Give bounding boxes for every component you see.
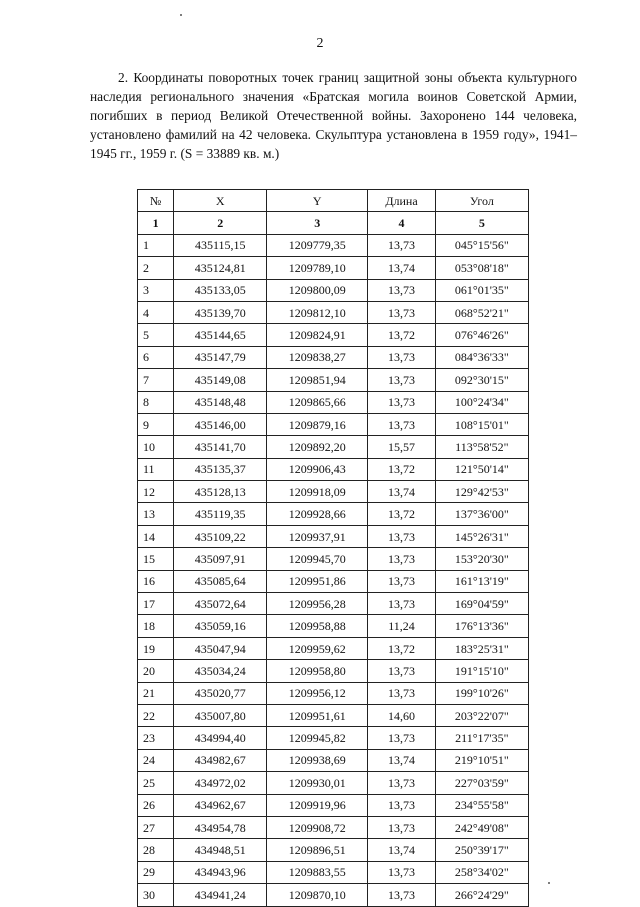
length-cell: 13,73 <box>368 525 435 547</box>
table-row <box>138 570 529 592</box>
x-cell: 434948,51 <box>174 839 267 861</box>
y-cell: 1209951,61 <box>267 704 368 726</box>
length-cell: 13,74 <box>368 749 435 771</box>
table-row <box>138 861 529 883</box>
length-cell: 13,73 <box>368 772 435 794</box>
x-cell: 435020,77 <box>174 682 267 704</box>
scan-speck <box>180 14 182 16</box>
angle-cell: 113°58'52" <box>435 436 528 458</box>
length-cell: 13,73 <box>368 391 435 413</box>
table-row <box>138 436 529 458</box>
y-cell: 1209958,88 <box>267 615 368 637</box>
y-cell: 1209951,86 <box>267 570 368 592</box>
angle-cell: 061°01'35" <box>435 279 528 301</box>
angle-cell: 053°08'18" <box>435 257 528 279</box>
table-row <box>138 637 529 659</box>
point-number-cell: 18 <box>138 615 174 637</box>
angle-cell: 068°52'21" <box>435 301 528 323</box>
y-cell: 1209879,16 <box>267 413 368 435</box>
angle-cell: 203°22'07" <box>435 704 528 726</box>
point-number-cell: 3 <box>138 279 174 301</box>
x-cell: 435139,70 <box>174 301 267 323</box>
point-number-cell: 10 <box>138 436 174 458</box>
point-number-cell: 26 <box>138 794 174 816</box>
length-cell: 13,74 <box>368 257 435 279</box>
length-cell: 15,57 <box>368 436 435 458</box>
angle-cell: 219°10'51" <box>435 749 528 771</box>
table-row <box>138 749 529 771</box>
table-row <box>138 525 529 547</box>
scan-speck <box>548 882 550 884</box>
point-number-cell: 13 <box>138 503 174 525</box>
y-cell: 1209892,20 <box>267 436 368 458</box>
header-number: № <box>138 190 174 212</box>
x-cell: 435149,08 <box>174 369 267 391</box>
angle-cell: 121°50'14" <box>435 458 528 480</box>
angle-cell: 250°39'17" <box>435 839 528 861</box>
header-angle: Угол <box>435 190 528 212</box>
angle-cell: 161°13'19" <box>435 570 528 592</box>
y-cell: 1209851,94 <box>267 369 368 391</box>
y-cell: 1209956,28 <box>267 593 368 615</box>
x-cell: 435097,91 <box>174 548 267 570</box>
point-number-cell: 15 <box>138 548 174 570</box>
angle-cell: 045°15'56" <box>435 234 528 256</box>
point-number-cell: 22 <box>138 704 174 726</box>
table-row <box>138 234 529 256</box>
table-header-row <box>138 190 529 212</box>
x-cell: 435059,16 <box>174 615 267 637</box>
length-cell: 13,73 <box>368 369 435 391</box>
angle-cell: 145°26'31" <box>435 525 528 547</box>
header-length: Длина <box>368 190 435 212</box>
table-body <box>138 212 529 906</box>
x-cell: 435141,70 <box>174 436 267 458</box>
y-cell: 1209824,91 <box>267 324 368 346</box>
length-cell: 13,73 <box>368 346 435 368</box>
table-row <box>138 727 529 749</box>
angle-cell: 234°55'58" <box>435 794 528 816</box>
column-number: 5 <box>435 212 528 234</box>
column-number: 3 <box>267 212 368 234</box>
header-x: X <box>174 190 267 212</box>
length-cell: 13,73 <box>368 234 435 256</box>
y-cell: 1209896,51 <box>267 839 368 861</box>
table-row <box>138 682 529 704</box>
x-cell: 435124,81 <box>174 257 267 279</box>
point-number-cell: 16 <box>138 570 174 592</box>
point-number-cell: 30 <box>138 884 174 906</box>
length-cell: 13,72 <box>368 503 435 525</box>
x-cell: 434972,02 <box>174 772 267 794</box>
angle-cell: 266°24'29" <box>435 884 528 906</box>
x-cell: 434994,40 <box>174 727 267 749</box>
table-row <box>138 413 529 435</box>
point-number-cell: 4 <box>138 301 174 323</box>
point-number-cell: 27 <box>138 816 174 838</box>
length-cell: 13,73 <box>368 682 435 704</box>
angle-cell: 108°15'01" <box>435 413 528 435</box>
y-cell: 1209865,66 <box>267 391 368 413</box>
x-cell: 435047,94 <box>174 637 267 659</box>
angle-cell: 153°20'30" <box>435 548 528 570</box>
point-number-cell: 8 <box>138 391 174 413</box>
table-row <box>138 503 529 525</box>
length-cell: 13,73 <box>368 570 435 592</box>
y-cell: 1209906,43 <box>267 458 368 480</box>
y-cell: 1209958,80 <box>267 660 368 682</box>
point-number-cell: 9 <box>138 413 174 435</box>
length-cell: 13,73 <box>368 660 435 682</box>
y-cell: 1209959,62 <box>267 637 368 659</box>
length-cell: 13,72 <box>368 637 435 659</box>
x-cell: 435133,05 <box>174 279 267 301</box>
column-numbering-row <box>138 212 529 234</box>
column-number: 4 <box>368 212 435 234</box>
angle-cell: 176°13'36" <box>435 615 528 637</box>
x-cell: 435119,35 <box>174 503 267 525</box>
y-cell: 1209928,66 <box>267 503 368 525</box>
point-number-cell: 28 <box>138 839 174 861</box>
y-cell: 1209919,96 <box>267 794 368 816</box>
point-number-cell: 24 <box>138 749 174 771</box>
y-cell: 1209812,10 <box>267 301 368 323</box>
angle-cell: 084°36'33" <box>435 346 528 368</box>
length-cell: 11,24 <box>368 615 435 637</box>
length-cell: 13,74 <box>368 839 435 861</box>
section-paragraph: 2. Координаты поворотных точек границ защитной зоны объекта культурного наследия регионального значения «Братская могила воинов Советской Армии, погибших в период Великой Отечественной войны. Захоронено 144 человека, установлено фамилий на 42 человека. Скульптура установлена в 1959 году», 1941–1945 гг., 1959 г. (S = 33889 кв. м.) <box>90 70 577 161</box>
table-row <box>138 839 529 861</box>
length-cell: 13,74 <box>368 481 435 503</box>
table-row <box>138 884 529 906</box>
table-row <box>138 257 529 279</box>
point-number-cell: 19 <box>138 637 174 659</box>
angle-cell: 129°42'53" <box>435 481 528 503</box>
length-cell: 13,73 <box>368 593 435 615</box>
y-cell: 1209779,35 <box>267 234 368 256</box>
y-cell: 1209800,09 <box>267 279 368 301</box>
y-cell: 1209956,12 <box>267 682 368 704</box>
x-cell: 435072,64 <box>174 593 267 615</box>
x-cell: 435144,65 <box>174 324 267 346</box>
length-cell: 13,73 <box>368 861 435 883</box>
table-row <box>138 481 529 503</box>
table-row <box>138 772 529 794</box>
header-y: Y <box>267 190 368 212</box>
point-number-cell: 17 <box>138 593 174 615</box>
y-cell: 1209945,70 <box>267 548 368 570</box>
y-cell: 1209945,82 <box>267 727 368 749</box>
x-cell: 435085,64 <box>174 570 267 592</box>
page-number: 2 <box>316 36 324 51</box>
x-cell: 435135,37 <box>174 458 267 480</box>
x-cell: 434941,24 <box>174 884 267 906</box>
x-cell: 435146,00 <box>174 413 267 435</box>
length-cell: 13,73 <box>368 548 435 570</box>
table-row <box>138 324 529 346</box>
x-cell: 434943,96 <box>174 861 267 883</box>
point-number-cell: 14 <box>138 525 174 547</box>
x-cell: 434982,67 <box>174 749 267 771</box>
angle-cell: 076°46'26" <box>435 324 528 346</box>
x-cell: 435128,13 <box>174 481 267 503</box>
point-number-cell: 23 <box>138 727 174 749</box>
length-cell: 13,73 <box>368 794 435 816</box>
point-number-cell: 2 <box>138 257 174 279</box>
angle-cell: 092°30'15" <box>435 369 528 391</box>
y-cell: 1209789,10 <box>267 257 368 279</box>
y-cell: 1209930,01 <box>267 772 368 794</box>
x-cell: 435034,24 <box>174 660 267 682</box>
y-cell: 1209938,69 <box>267 749 368 771</box>
table-row <box>138 458 529 480</box>
length-cell: 14,60 <box>368 704 435 726</box>
table-row <box>138 391 529 413</box>
coordinates-table <box>137 189 529 907</box>
length-cell: 13,73 <box>368 279 435 301</box>
angle-cell: 242°49'08" <box>435 816 528 838</box>
point-number-cell: 21 <box>138 682 174 704</box>
column-number: 2 <box>174 212 267 234</box>
table-row <box>138 548 529 570</box>
length-cell: 13,72 <box>368 458 435 480</box>
point-number-cell: 5 <box>138 324 174 346</box>
point-number-cell: 6 <box>138 346 174 368</box>
y-cell: 1209838,27 <box>267 346 368 368</box>
x-cell: 434962,67 <box>174 794 267 816</box>
angle-cell: 169°04'59" <box>435 593 528 615</box>
y-cell: 1209918,09 <box>267 481 368 503</box>
table-row <box>138 369 529 391</box>
table-row <box>138 794 529 816</box>
length-cell: 13,73 <box>368 727 435 749</box>
table-row <box>138 660 529 682</box>
angle-cell: 137°36'00" <box>435 503 528 525</box>
table-row <box>138 704 529 726</box>
table-row <box>138 615 529 637</box>
angle-cell: 191°15'10" <box>435 660 528 682</box>
point-number-cell: 29 <box>138 861 174 883</box>
length-cell: 13,73 <box>368 301 435 323</box>
angle-cell: 183°25'31" <box>435 637 528 659</box>
angle-cell: 199°10'26" <box>435 682 528 704</box>
point-number-cell: 25 <box>138 772 174 794</box>
x-cell: 435147,79 <box>174 346 267 368</box>
point-number-cell: 1 <box>138 234 174 256</box>
angle-cell: 258°34'02" <box>435 861 528 883</box>
point-number-cell: 20 <box>138 660 174 682</box>
y-cell: 1209883,55 <box>267 861 368 883</box>
x-cell: 435109,22 <box>174 525 267 547</box>
y-cell: 1209908,72 <box>267 816 368 838</box>
table-row <box>138 301 529 323</box>
point-number-cell: 7 <box>138 369 174 391</box>
point-number-cell: 12 <box>138 481 174 503</box>
y-cell: 1209870,10 <box>267 884 368 906</box>
x-cell: 434954,78 <box>174 816 267 838</box>
angle-cell: 227°03'59" <box>435 772 528 794</box>
x-cell: 435148,48 <box>174 391 267 413</box>
y-cell: 1209937,91 <box>267 525 368 547</box>
angle-cell: 211°17'35" <box>435 727 528 749</box>
table-row <box>138 816 529 838</box>
angle-cell: 100°24'34" <box>435 391 528 413</box>
table-row <box>138 279 529 301</box>
length-cell: 13,73 <box>368 413 435 435</box>
length-cell: 13,73 <box>368 884 435 906</box>
table-row <box>138 593 529 615</box>
table-row <box>138 346 529 368</box>
x-cell: 435115,15 <box>174 234 267 256</box>
x-cell: 435007,80 <box>174 704 267 726</box>
column-number: 1 <box>138 212 174 234</box>
point-number-cell: 11 <box>138 458 174 480</box>
length-cell: 13,73 <box>368 816 435 838</box>
length-cell: 13,72 <box>368 324 435 346</box>
